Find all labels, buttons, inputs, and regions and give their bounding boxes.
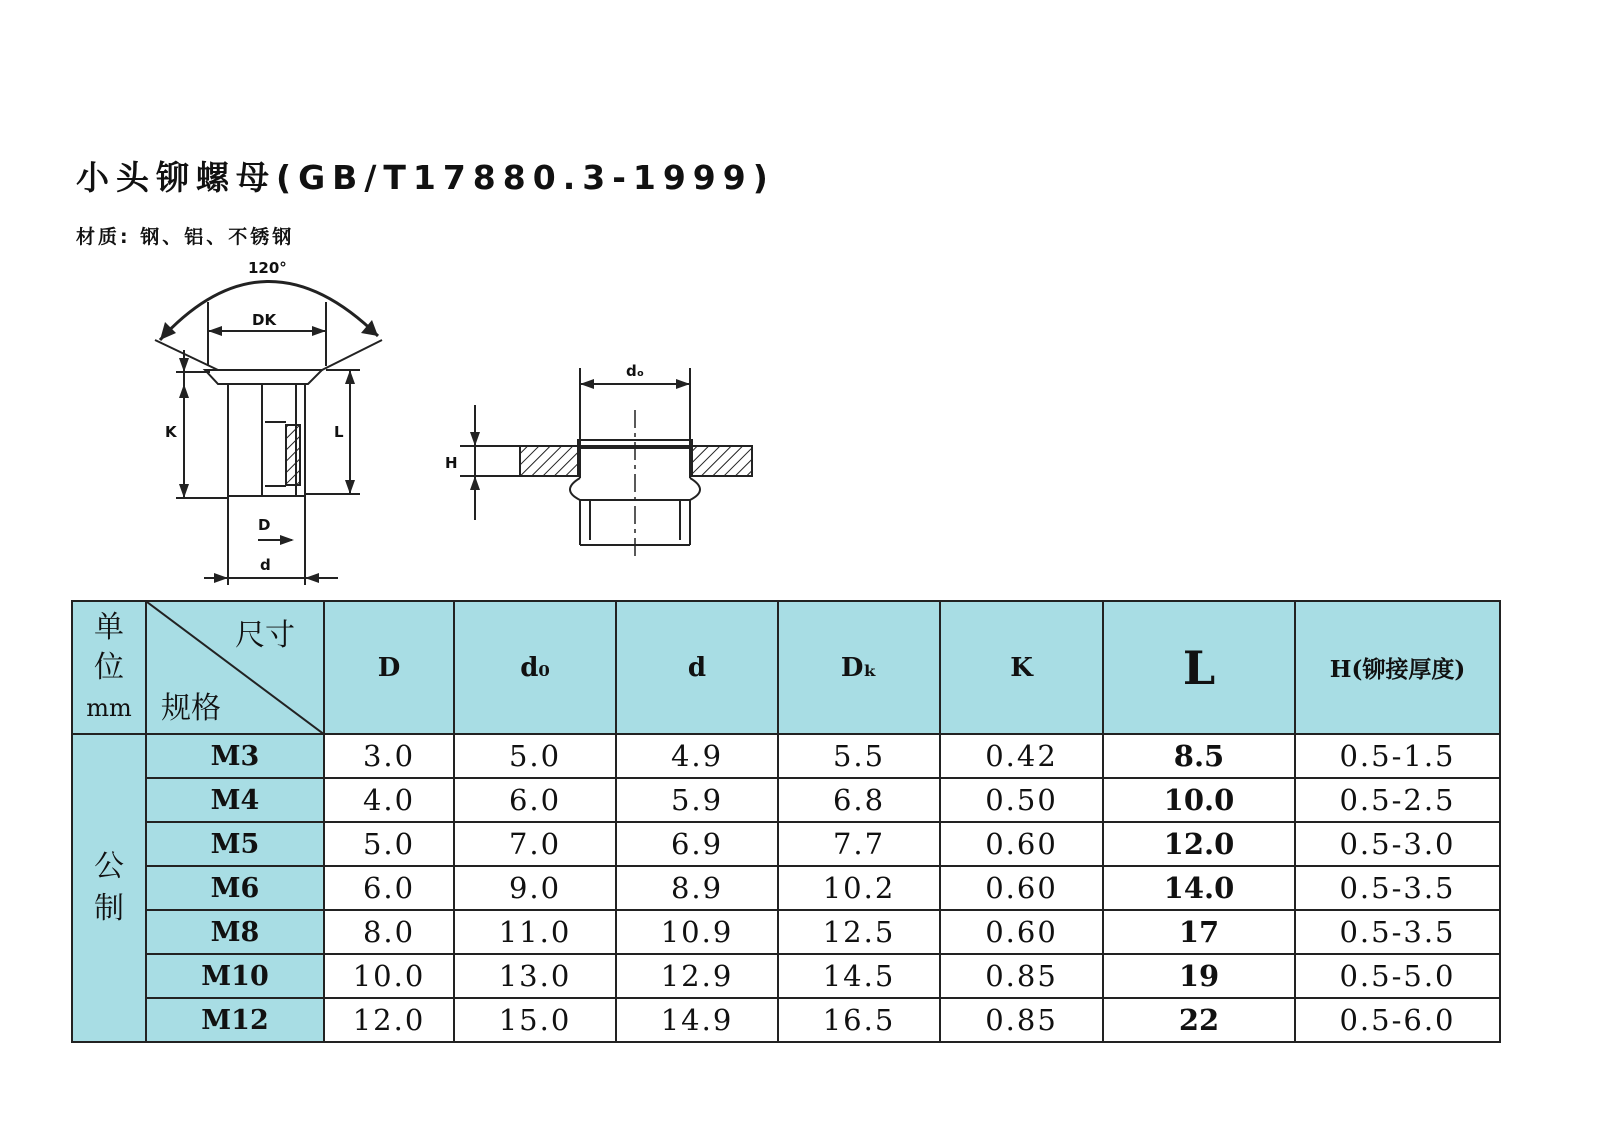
d-label: d <box>260 556 271 574</box>
spec-cell: M5 <box>146 822 324 866</box>
value-cell: 6.0 <box>324 866 454 910</box>
header-spec: 规格 <box>161 691 221 726</box>
value-cell: 5.0 <box>454 734 616 778</box>
value-cell: 5.0 <box>324 822 454 866</box>
value-cell: 15.0 <box>454 998 616 1042</box>
spec-cell: M4 <box>146 778 324 822</box>
l-label: L <box>334 423 344 441</box>
value-cell: 0.42 <box>940 734 1103 778</box>
do-label: dₒ <box>626 362 645 380</box>
category-cell: 公 制 <box>72 734 146 1042</box>
value-cell: 0.85 <box>940 954 1103 998</box>
value-cell: 14.0 <box>1103 866 1295 910</box>
value-cell: 3.0 <box>324 734 454 778</box>
value-cell: 0.5-3.5 <box>1295 910 1500 954</box>
value-cell: 6.0 <box>454 778 616 822</box>
value-cell: 10.9 <box>616 910 778 954</box>
value-cell: 19 <box>1103 954 1295 998</box>
value-cell: 0.5-3.5 <box>1295 866 1500 910</box>
column-header-d: d <box>616 601 778 734</box>
value-cell: 17 <box>1103 910 1295 954</box>
value-cell: 12.9 <box>616 954 778 998</box>
spec-cell: M8 <box>146 910 324 954</box>
size-spec-header <box>146 601 324 734</box>
value-cell: 0.5-6.0 <box>1295 998 1500 1042</box>
k-label: K <box>165 423 177 441</box>
value-cell: 16.5 <box>778 998 940 1042</box>
spec-cell: M10 <box>146 954 324 998</box>
table-row <box>72 998 1500 1042</box>
column-header-H: H(铆接厚度) <box>1295 601 1500 734</box>
value-cell: 0.60 <box>940 822 1103 866</box>
value-cell: 14.5 <box>778 954 940 998</box>
value-cell: 10.0 <box>1103 778 1295 822</box>
value-cell: 9.0 <box>454 866 616 910</box>
value-cell: 0.50 <box>940 778 1103 822</box>
unit-cell: 单 位 mm <box>72 601 146 734</box>
value-cell: 0.5-1.5 <box>1295 734 1500 778</box>
table-row <box>72 954 1500 998</box>
value-cell: 12.0 <box>1103 822 1295 866</box>
value-cell: 7.0 <box>454 822 616 866</box>
column-header-D: D <box>324 601 454 734</box>
page-title: 小头铆螺母(GB/T17880.3-1999) <box>76 158 775 197</box>
value-cell: 10.2 <box>778 866 940 910</box>
value-cell: 0.60 <box>940 866 1103 910</box>
value-cell: 12.0 <box>324 998 454 1042</box>
value-cell: 8.9 <box>616 866 778 910</box>
value-cell: 12.5 <box>778 910 940 954</box>
value-cell: 0.60 <box>940 910 1103 954</box>
value-cell: 22 <box>1103 998 1295 1042</box>
header-size: 尺寸 <box>235 618 295 653</box>
value-cell: 4.9 <box>616 734 778 778</box>
table-header-row <box>72 601 1500 734</box>
technical-drawing <box>0 0 800 600</box>
dk-label: DK <box>252 311 277 329</box>
value-cell: 4.0 <box>324 778 454 822</box>
value-cell: 8.5 <box>1103 734 1295 778</box>
spec-cell: M6 <box>146 866 324 910</box>
table-row <box>72 822 1500 866</box>
value-cell: 5.5 <box>778 734 940 778</box>
angle-label: 120° <box>248 259 287 277</box>
material-line: 材质: 钢、铝、不锈钢 <box>76 226 295 248</box>
rivet-nut-installed-view <box>460 368 752 560</box>
value-cell: 6.9 <box>616 822 778 866</box>
column-header-L: L <box>1103 601 1295 734</box>
value-cell: 0.5-2.5 <box>1295 778 1500 822</box>
value-cell: 0.5-5.0 <box>1295 954 1500 998</box>
value-cell: 8.0 <box>324 910 454 954</box>
value-cell: 0.85 <box>940 998 1103 1042</box>
spec-cell: M12 <box>146 998 324 1042</box>
h-label: H <box>445 454 458 472</box>
table-row <box>72 910 1500 954</box>
column-header-K: K <box>940 601 1103 734</box>
value-cell: 10.0 <box>324 954 454 998</box>
value-cell: 5.9 <box>616 778 778 822</box>
value-cell: 14.9 <box>616 998 778 1042</box>
d-inner-label: D <box>258 516 271 534</box>
table-row <box>72 866 1500 910</box>
spec-cell: M3 <box>146 734 324 778</box>
spec-table <box>71 600 1501 1043</box>
value-cell: 13.0 <box>454 954 616 998</box>
table-row <box>72 734 1500 778</box>
table-row <box>72 778 1500 822</box>
column-header-Dk: Dₖ <box>778 601 940 734</box>
value-cell: 0.5-3.0 <box>1295 822 1500 866</box>
value-cell: 11.0 <box>454 910 616 954</box>
value-cell: 7.7 <box>778 822 940 866</box>
value-cell: 6.8 <box>778 778 940 822</box>
column-header-do: d₀ <box>454 601 616 734</box>
